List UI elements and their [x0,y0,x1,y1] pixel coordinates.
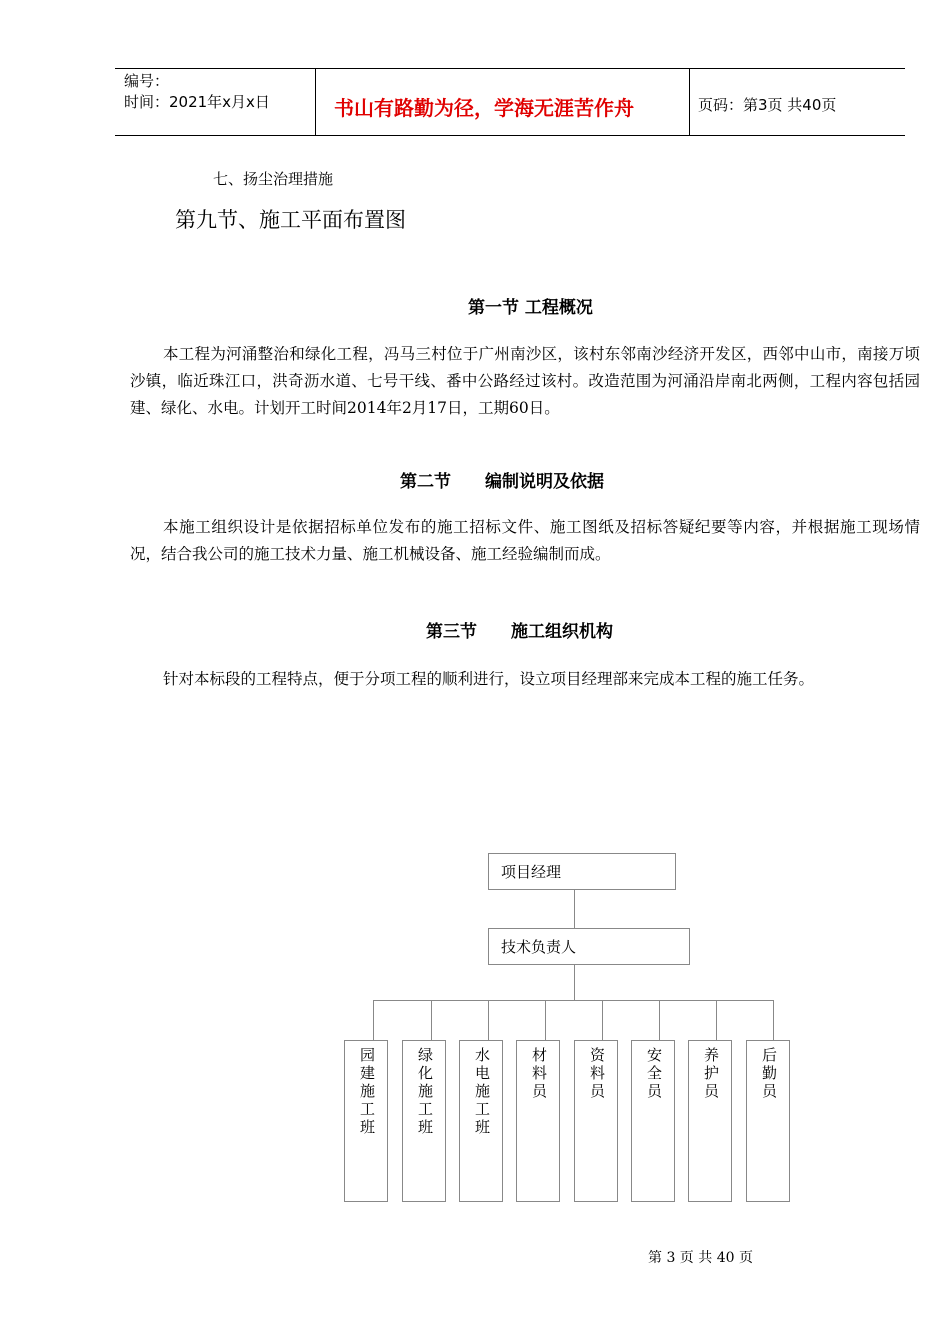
org-team-label-7: 养护员 [702,1047,720,1101]
org-drop-2 [431,1000,432,1040]
org-team-label-8: 后勤员 [760,1047,778,1101]
document-time-label: 时间：2021年x月x日 [124,93,270,111]
org-team-box-8 [746,1040,790,1202]
section-1-title: 第一节 工程概况 [468,298,593,318]
toc-item-7: 七、扬尘治理措施 [213,170,334,188]
section-3-title: 第三节 施工组织机构 [426,622,613,642]
org-team-box-7 [688,1040,732,1202]
header-top-border [115,68,905,69]
org-drop-8 [773,1000,774,1040]
org-team-label-2: 绿化施工班 [416,1047,434,1137]
org-drop-5 [602,1000,603,1040]
section-3-body: 针对本标段的工程特点，便于分项工程的顺利进行，设立项目经理部来完成本工程的施工任务。 [163,670,815,688]
org-team-box-5 [574,1040,618,1202]
org-connector-mid [574,965,575,1000]
header-divider-right [689,68,690,136]
org-connector-top [574,890,575,928]
org-drop-7 [716,1000,717,1040]
toc-section-9: 第九节、施工平面布置图 [175,208,406,232]
org-team-label-4: 材料员 [530,1047,548,1101]
section-2-body: 本施工组织设计是依据招标单位发布的施工招标文件、施工图纸及招标答疑纪要等内容，并根据施工现场情况，结合我公司的施工技术力量、施工机械设备、施工经验编制而成。 [130,518,920,563]
org-drop-3 [488,1000,489,1040]
org-team-box-2 [402,1040,446,1202]
org-drop-4 [545,1000,546,1040]
org-team-box-1 [344,1040,388,1202]
org-label-technical-lead: 技术负责人 [501,938,577,956]
org-team-box-3 [459,1040,503,1202]
org-team-label-1: 园建施工班 [358,1047,376,1137]
org-drop-6 [659,1000,660,1040]
org-box-project-manager [488,853,676,890]
header-motto: 书山有路勤为径，学海无涯苦作舟 [334,96,634,120]
page-footer: 第 3 页 共 40 页 [648,1250,753,1266]
org-team-box-4 [516,1040,560,1202]
page-number-label: 页码：第3页 共40页 [698,96,837,114]
section-1-body: 本工程为河涌整治和绿化工程，冯马三村位于广州南沙区，该村东邻南沙经济开发区，西邻中山市，南接万顷沙镇，临近珠江口，洪奇沥水道、七号干线、番中公路经过该村。改造范围为河涌沿岸南北两侧，工程内容包括园建、绿化、水电。计划开工时间2014年2月17日，工期60日。 [130,345,920,417]
org-team-label-5: 资料员 [588,1047,606,1101]
org-team-label-6: 安全员 [645,1047,663,1101]
document-number-label: 编号： [124,72,170,90]
org-drop-1 [373,1000,374,1040]
section-2-title: 第二节 编制说明及依据 [400,472,604,492]
header-divider-left [315,68,316,136]
org-connector-horizontal [373,1000,774,1001]
org-box-technical-lead [488,928,690,965]
org-team-box-6 [631,1040,675,1202]
org-label-project-manager: 项目经理 [501,863,562,881]
org-team-label-3: 水电施工班 [473,1047,491,1137]
header-bottom-border [115,135,905,136]
